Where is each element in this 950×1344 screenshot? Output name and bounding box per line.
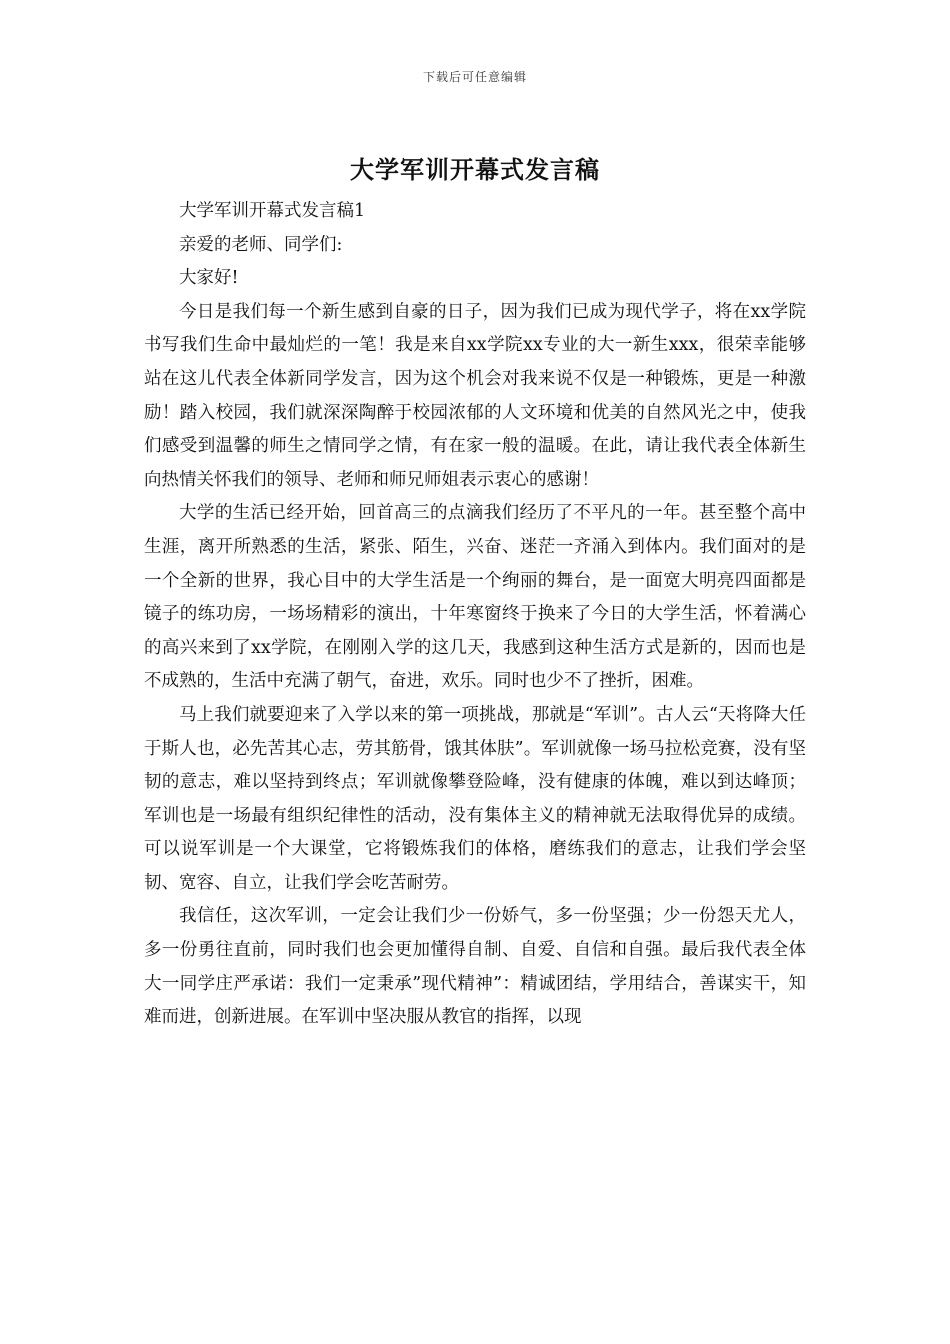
paragraph-greeting: 大家好!	[179, 268, 239, 289]
paragraph-salutation: 亲爱的老师、同学们:	[179, 234, 343, 255]
document-body	[144, 195, 806, 1035]
document-title: 大学军训开幕式发言稿	[350, 155, 600, 184]
paragraph-body-4: 我信任，这次军训，一定会让我们少一份娇气，多一份坚强；少一份怨天尤人，多一份勇往直前，同时我们也会更加懂得自制、自爱、自信和自强。最后我代表全体大一同学庄严承诺：我们一定秉承”现代精神”：精诚团结，学用结合，善谋实干，知难而进，创新进展。在军训中坚决服从教官的指挥，以现	[144, 906, 806, 1028]
paragraph-body-1: 今日是我们每一个新生感到自豪的日子，因为我们已成为现代学子，将在xx学院书写我们生命中最灿烂的一笔！我是来自xx学院xx专业的大一新生xxx，很荣幸能够站在这儿代表全体新同学发言，因为这个机会对我来说不仅是一种锻炼，更是一种激励！踏入校园，我们就深深陶醉于校园浓郁的人文环境和优美的自然风光之中，使我们感受到温馨的师生之情同学之情，有在家一般的温暖。在此，请让我代表全体新生向热情关怀我们的领导、老师和师兄师姐表示衷心的感谢！	[144, 301, 806, 490]
paragraph-body-2: 大学的生活已经开始，回首高三的点滴我们经历了不平凡的一年。甚至整个高中生涯，离开所熟悉的生活，紧张、陌生，兴奋、迷茫一齐涌入到体内。我们面对的是一个全新的世界，我心目中的大学生活是一个绚丽的舞台，是一面宽大明亮四面都是镜子的练功房，一场场精彩的演出，十年寒窗终于换来了今日的大学生活，怀着满心的高兴来到了xx学院，在刚刚入学的这几天，我感到这种生活方式是新的，因而也是不成熟的，生活中充满了朝气，奋进，欢乐。同时也少不了挫折，困难。	[144, 503, 806, 692]
header-note: 下载后可任意编辑	[422, 70, 527, 84]
paragraph-subtitle: 大学军训开幕式发言稿1	[179, 201, 366, 221]
paragraph-body-3: 马上我们就要迎来了入学以来的第一项挑战，那就是“军训”。古人云“天将降大任于斯人也，必先苦其心志，劳其筋骨，饿其体肤”。军训就像一场马拉松竞赛，没有坚韧的意志，难以坚持到终点；军训就像攀登险峰，没有健康的体魄，难以到达峰顶；军训也是一场最有组织纪律性的活动，没有集体主义的精神就无法取得优异的成绩。可以说军训是一个大课堂，它将锻炼我们的体格，磨练我们的意志，让我们学会坚韧、宽容、自立，让我们学会吃苦耐劳。	[144, 704, 806, 893]
